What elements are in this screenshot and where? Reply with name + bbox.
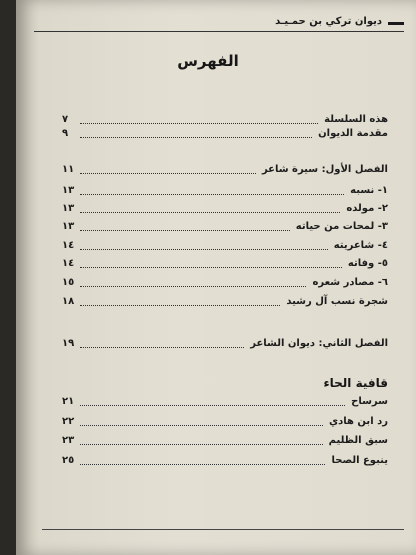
dot-leader xyxy=(80,123,318,124)
toc-entry-label: الفصل الأول: سيرة شاعر xyxy=(261,164,388,175)
toc-entry xyxy=(62,240,388,256)
toc-entry xyxy=(62,435,388,451)
dot-leader xyxy=(80,137,312,138)
dot-leader xyxy=(80,212,340,213)
toc-entry-page-number: ١٨ xyxy=(62,296,75,307)
toc-entry-label: ١- نسبه xyxy=(350,185,388,196)
toc-entry-label: ٤- شاعريته xyxy=(333,240,388,251)
toc-entry xyxy=(62,455,388,471)
dot-leader xyxy=(80,230,290,231)
footer-rule xyxy=(42,529,404,530)
toc-entry xyxy=(62,164,388,180)
toc-entry xyxy=(62,221,388,237)
toc-entry-label: ٢- مولده xyxy=(346,203,388,214)
toc-entry-page-number: ٢١ xyxy=(62,396,75,407)
running-header xyxy=(34,16,404,32)
toc-entry xyxy=(62,277,388,293)
toc-entry-label: ٣- لمحات من حياته xyxy=(295,221,388,232)
toc-entry-page-number: ٩ xyxy=(62,128,69,139)
toc-title: الفهرس xyxy=(177,52,239,70)
toc-entry xyxy=(62,416,388,432)
toc-entry-page-number: ٢٥ xyxy=(62,455,75,466)
toc-entry-label: هذه السلسلة xyxy=(324,114,388,125)
toc-entry xyxy=(62,203,388,219)
toc-entry-label: سبق الظليم xyxy=(328,435,388,446)
toc-entry xyxy=(62,296,388,312)
toc-entry xyxy=(62,185,388,201)
running-header-title: ديوان تركي بن حمـيـد xyxy=(275,16,382,27)
toc-entry xyxy=(62,396,388,412)
toc-entry xyxy=(62,258,388,274)
toc-entry-label: مقدمة الديوان xyxy=(318,128,388,139)
toc-entry-page-number: ١٤ xyxy=(62,240,75,251)
toc-entry-label: سرساح xyxy=(351,396,388,407)
dot-leader xyxy=(80,347,244,348)
toc-entry-page-number: ٧ xyxy=(62,114,69,125)
toc-entry-page-number: ١٩ xyxy=(62,338,75,349)
dot-leader xyxy=(80,267,342,268)
toc-entry-page-number: ١٣ xyxy=(62,221,75,232)
dot-leader xyxy=(80,425,323,426)
toc-entry xyxy=(62,338,388,354)
toc-entry-label: شجرة نسب آل رشيد xyxy=(286,296,388,307)
toc-entry xyxy=(62,128,388,144)
toc-entry-label: الفصل الثاني: ديوان الشاعر xyxy=(250,338,388,349)
dot-leader xyxy=(80,444,323,445)
toc-entry-page-number: ٢٢ xyxy=(62,416,75,427)
toc-entry-label: رد ابن هادي xyxy=(328,416,388,427)
toc-entry-label: ينبوع الصحا xyxy=(331,455,388,466)
dot-leader xyxy=(80,305,280,306)
toc-entry-page-number: ١٣ xyxy=(62,185,75,196)
header-rule xyxy=(34,31,404,32)
toc-entry-label: ٦- مصادر شعره xyxy=(312,277,388,288)
dot-leader xyxy=(80,249,328,250)
dot-leader xyxy=(80,173,256,174)
toc-entry-page-number: ٢٣ xyxy=(62,435,75,446)
toc-entry-page-number: ١١ xyxy=(62,164,75,175)
toc-entry-page-number: ١٣ xyxy=(62,203,75,214)
header-mark xyxy=(388,22,404,25)
rhyme-section-heading: قافية الحاء xyxy=(323,376,388,390)
dot-leader xyxy=(80,286,306,287)
dot-leader xyxy=(80,405,345,406)
dot-leader xyxy=(80,194,344,195)
toc-entry-label: ٥- وفاته xyxy=(347,258,388,269)
dot-leader xyxy=(80,464,325,465)
toc-entry-page-number: ١٤ xyxy=(62,258,75,269)
toc-entry-page-number: ١٥ xyxy=(62,277,75,288)
